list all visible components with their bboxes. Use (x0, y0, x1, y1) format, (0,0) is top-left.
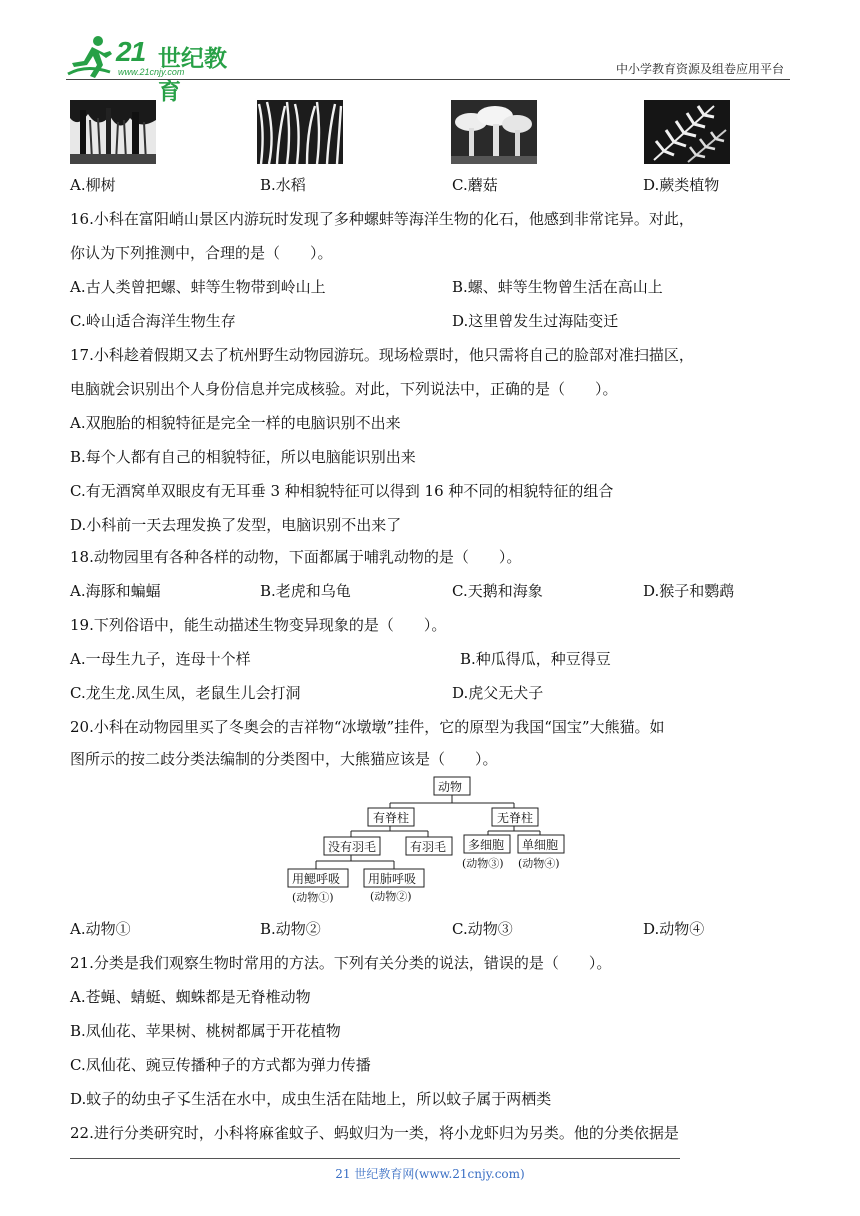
q19-stem: 19.下列俗语中，能生动描述生物变异现象的是（ ）。 (70, 616, 447, 634)
q15-option-a: A.柳树 (70, 176, 116, 194)
q16-stem-2: 你认为下列推测中，合理的是（ ）。 (70, 244, 333, 262)
q18-option-a: A.海豚和蝙蝠 (70, 582, 161, 600)
q16-option-b: B.螺、蚌等生物曾生活在高山上 (452, 278, 663, 296)
q20-option-d: D.动物④ (643, 920, 705, 938)
q17-stem-2: 电脑就会识别出个人身份信息并完成核验。对此，下列说法中，正确的是（ ）。 (70, 380, 618, 398)
q18-option-d: D.猴子和鹦鹉 (643, 582, 735, 600)
q18-option-c: C.天鹅和海象 (452, 582, 543, 600)
tree-lung: 用肺呼吸 (368, 872, 417, 886)
q21-stem: 21.分类是我们观察生物时常用的方法。下列有关分类的说法，错误的是（ ）。 (70, 954, 612, 972)
q22-stem-1: 22.进行分类研究时，小科将麻雀蚊子、蚂蚁归为一类，将小龙虾归为另类。他的分类依据是 (70, 1124, 679, 1142)
site-logo (66, 34, 236, 105)
q20-option-b: B.动物② (260, 920, 321, 938)
tree-animal-3: (动物③) (462, 857, 504, 870)
footer-link[interactable]: 21 世纪教育网(www.21cnjy.com) (335, 1167, 525, 1181)
tree-invertebrate: 无脊柱 (497, 811, 534, 825)
q15-option-d: D.蕨类植物 (643, 176, 720, 194)
tree-gill: 用鳃呼吸 (292, 872, 341, 886)
q17-option-b: B.每个人都有自己的相貌特征，所以电脑能识别出来 (70, 448, 416, 466)
q16-stem-1: 16.小科在富阳峭山景区内游玩时发现了多种螺蚌等海洋生物的化石，他感到非常诧异。对此， (70, 210, 694, 228)
q17-option-c: C.有无酒窝单双眼皮有无耳垂 3 种相貌特征可以得到 16 种不同的相貌特征的组合 (70, 482, 614, 500)
logo-number: 21 (116, 36, 146, 67)
q16-option-d: D.这里曾发生过海陆变迁 (452, 312, 619, 330)
q19-option-c: C.龙生龙.凤生凤，老鼠生儿会打洞 (70, 684, 301, 702)
rice-photo-icon (257, 100, 343, 164)
q15-option-b: B.水稻 (260, 176, 306, 194)
logo-url: www.21cnjy.com (118, 67, 185, 77)
tree-root: 动物 (438, 780, 463, 794)
q17-option-d: D.小科前一天去理发换了发型，电脑识别不出来了 (70, 516, 402, 534)
q21-option-a: A.苍蝇、蜻蜓、蜘蛛都是无脊椎动物 (70, 988, 311, 1006)
q16-option-c: C.岭山适合海洋生物生存 (70, 312, 236, 330)
q21-option-b: B.凤仙花、苹果树、桃树都属于开花植物 (70, 1022, 341, 1040)
mushroom-photo-icon (451, 100, 537, 164)
tree-animal-1: (动物①) (292, 891, 334, 904)
q17-stem-1: 17.小科趁着假期又去了杭州野生动物园游玩。现场检票时，他只需将自己的脸部对准扫描区， (70, 346, 694, 364)
q20-option-c: C.动物③ (452, 920, 513, 938)
q15-option-c: C.蘑菇 (452, 176, 498, 194)
q18-stem: 18.动物园里有各种各样的动物，下面都属于哺乳动物的是（ ）。 (70, 548, 522, 566)
runner-logo-icon (66, 34, 116, 80)
logo-text: 世纪教育 (158, 46, 227, 105)
q17-option-a: A.双胞胎的相貌特征是完全一样的电脑识别不出来 (70, 414, 401, 432)
platform-title: 中小学教育资源及组卷应用平台 (615, 62, 784, 76)
tree-no-feather: 没有羽毛 (328, 840, 377, 854)
tree-animal-4: (动物④) (518, 857, 560, 870)
q20-option-a: A.动物① (70, 920, 131, 938)
header-divider (66, 79, 790, 80)
q20-stem-1: 20.小科在动物园里买了冬奥会的吉祥物“冰墩墩”挂件，它的原型为我国“国宝”大熊猫。如 (70, 718, 665, 736)
q19-option-d: D.虎父无犬子 (452, 684, 544, 702)
footer-divider (70, 1158, 680, 1159)
tree-feather: 有羽毛 (410, 840, 447, 854)
q19-option-a: A.一母生九子，连母十个样 (70, 650, 251, 668)
tree-multicell: 多细胞 (468, 838, 505, 852)
q21-option-d: D.蚊子的幼虫孑孓生活在水中，成虫生活在陆地上，所以蚊子属于两栖类 (70, 1090, 552, 1108)
q19-option-b: B.种瓜得瓜，种豆得豆 (460, 650, 611, 668)
q21-option-c: C.凤仙花、豌豆传播种子的方式都为弹力传播 (70, 1056, 371, 1074)
q20-stem-2: 图所示的按二歧分类法编制的分类图中，大熊猫应该是（ ）。 (70, 750, 498, 768)
tree-vertebrate: 有脊柱 (373, 811, 410, 825)
fern-photo-icon (644, 100, 730, 164)
willow-photo-icon (70, 100, 156, 164)
q18-option-b: B.老虎和乌龟 (260, 582, 351, 600)
tree-animal-2: (动物②) (370, 890, 412, 903)
tree-singlecell: 单细胞 (522, 838, 559, 852)
q16-option-a: A.古人类曾把螺、蚌等生物带到岭山上 (70, 278, 326, 296)
classification-tree (286, 774, 586, 909)
